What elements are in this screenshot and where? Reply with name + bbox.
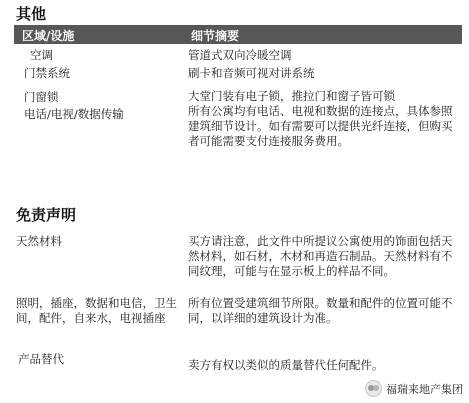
row-area-ac: 空调: [30, 48, 53, 62]
row-area-telecom: 电话/电视/数据传输: [24, 107, 124, 121]
row-detail-ac: 管道式双向冷暖空调: [188, 48, 292, 62]
row-detail-substitution: 卖方有权以类似的质量替代任何配件。: [188, 358, 384, 372]
row-detail-telecom: 所有公寓均有电话、电视和数据的连接点，具体参照建筑细节设计。如有需要可以提供光纤连接，但购买者可能需要支付连接服务费用。: [188, 104, 453, 148]
wechat-icon: [365, 380, 382, 397]
header-detail: 细节摘要: [191, 29, 240, 43]
watermark: [365, 380, 463, 397]
row-detail-locks: 大堂门装有电子锁，推拉门和窗子皆可锁: [188, 89, 395, 103]
row-area-substitution: 产品替代: [18, 352, 64, 366]
section-title-disclaimer: 免责声明: [16, 206, 77, 224]
row-area-access: 门禁系统: [24, 66, 70, 80]
row-detail-fittings: 所有位置受建筑细节所限。数量和配件的位置可能不同，以详细的建筑设计为准。: [188, 296, 453, 325]
row-area-natural: 天然材料: [16, 234, 62, 248]
header-area: 区域/设施: [22, 29, 75, 43]
section-title-other: 其他: [16, 5, 47, 23]
row-area-fittings: 照明，插座，数据和电信，卫生间，配件，自来水，电视插座: [16, 296, 177, 325]
row-detail-access: 刷卡和音频可视对讲系统: [188, 66, 315, 80]
watermark-text: 福瑞来地产集团: [386, 382, 463, 396]
row-detail-natural: 买方请注意，此文件中所提议公寓使用的饰面包括天然材料，如石材，木材和再造石制品。天然材料有不同纹理，可能与在显示板上的样品不同。: [188, 234, 453, 278]
row-area-locks: 门窗锁: [24, 90, 59, 104]
table-header: [14, 25, 462, 44]
